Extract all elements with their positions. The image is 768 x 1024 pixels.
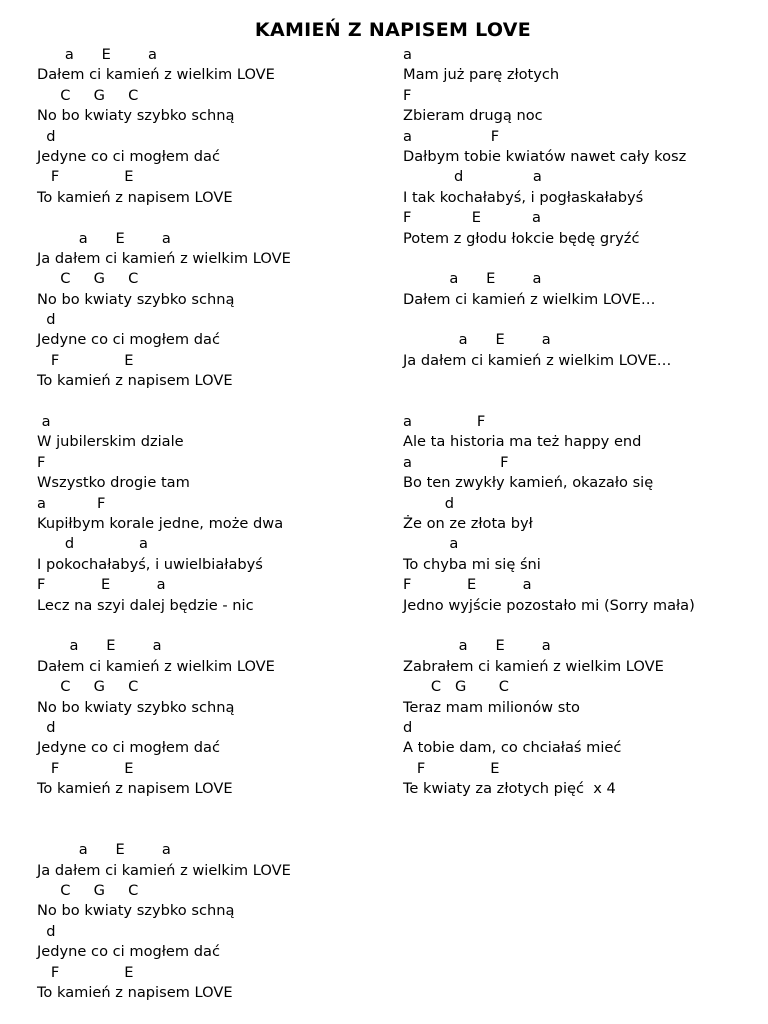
lyric-line: Dałbym tobie kwiatów nawet cały kosz bbox=[403, 147, 687, 165]
lyric-line: Dałem ci kamień z wielkim LOVE… bbox=[403, 290, 656, 308]
blank-line bbox=[37, 799, 377, 819]
lyric-line: Dałem ci kamień z wielkim LOVE bbox=[37, 657, 275, 675]
chord-line: a E a bbox=[403, 270, 542, 288]
chord-line: F E bbox=[37, 351, 134, 369]
chord-line: a bbox=[37, 413, 51, 431]
blank-line bbox=[37, 208, 377, 228]
song-title: KAMIEŃ Z NAPISEM LOVE bbox=[254, 19, 532, 41]
chord-line: a F bbox=[37, 494, 106, 512]
chord-line: F E bbox=[37, 759, 134, 777]
lyric-line: Ja dałem ci kamień z wielkim LOVE… bbox=[403, 351, 672, 369]
chord-line: C G C bbox=[37, 86, 139, 104]
chord-line: F E a bbox=[403, 576, 532, 594]
chord-line: C G C bbox=[37, 678, 139, 696]
left-lyrics-column bbox=[37, 45, 377, 1003]
lyric-line: To kamień z napisem LOVE bbox=[37, 983, 233, 1001]
lyric-line: To chyba mi się śni bbox=[403, 555, 541, 573]
lyric-line: Wszystko drogie tam bbox=[37, 474, 190, 492]
blank-line bbox=[403, 310, 733, 330]
blank-line bbox=[37, 616, 377, 636]
chord-line: d bbox=[403, 718, 413, 736]
chord-line: F E bbox=[37, 963, 134, 981]
chord-line: C G C bbox=[37, 882, 139, 900]
chord-line: d bbox=[37, 718, 56, 736]
lyric-line: Kupiłbym korale jedne, może dwa bbox=[37, 514, 284, 532]
chord-line: d bbox=[37, 311, 56, 329]
lyric-line: Lecz na szyi dalej będzie - nic bbox=[37, 596, 254, 614]
lyric-line: No bo kwiaty szybko schną bbox=[37, 290, 235, 308]
chord-line: C G C bbox=[37, 270, 139, 288]
lyric-line: No bo kwiaty szybko schną bbox=[37, 902, 235, 920]
chord-line: a F bbox=[403, 413, 486, 431]
blank-line bbox=[37, 820, 377, 840]
chord-line: a E a bbox=[37, 229, 171, 247]
lyric-line: Jedyne co ci mogłem dać bbox=[37, 331, 220, 349]
lyric-line: Dałem ci kamień z wielkim LOVE bbox=[37, 66, 275, 84]
lyric-line: Potem z głodu łokcie będę gryźć bbox=[403, 229, 640, 247]
blank-line bbox=[403, 249, 733, 269]
blank-line bbox=[403, 371, 733, 391]
chord-line: a bbox=[403, 535, 459, 553]
lyric-line: To kamień z napisem LOVE bbox=[37, 780, 233, 798]
right-lyrics-column bbox=[403, 45, 733, 799]
blank-line bbox=[403, 616, 733, 636]
chord-line: d bbox=[403, 494, 455, 512]
chord-line: a E a bbox=[37, 841, 171, 859]
chord-line: d a bbox=[403, 168, 542, 186]
chord-line: F E bbox=[403, 759, 500, 777]
chord-line: a F bbox=[403, 127, 500, 145]
blank-line bbox=[403, 392, 733, 412]
lyric-line: Jedno wyjście pozostało mi (Sorry mała) bbox=[403, 596, 695, 614]
blank-line bbox=[37, 392, 377, 412]
lyric-line: Mam już parę złotych bbox=[403, 66, 560, 84]
lyric-line: Jedyne co ci mogłem dać bbox=[37, 943, 220, 961]
chord-line: F E bbox=[37, 168, 134, 186]
lyric-line: Jedyne co ci mogłem dać bbox=[37, 147, 220, 165]
lyric-line: W jubilerskim dziale bbox=[37, 433, 184, 451]
chord-line: F E a bbox=[37, 576, 166, 594]
chord-line: a F bbox=[403, 453, 509, 471]
lyric-line: Ale ta historia ma też happy end bbox=[403, 433, 642, 451]
lyric-line: Te kwiaty za złotych pięć x 4 bbox=[403, 780, 616, 798]
lyric-line: No bo kwiaty szybko schną bbox=[37, 698, 235, 716]
chord-line: a bbox=[403, 46, 412, 63]
chord-line: F bbox=[37, 453, 46, 471]
lyric-line: Ja dałem ci kamień z wielkim LOVE bbox=[37, 861, 291, 879]
chord-line: C G C bbox=[403, 678, 509, 696]
chord-line: a E a bbox=[403, 331, 551, 349]
lyric-line: No bo kwiaty szybko schną bbox=[37, 107, 235, 125]
chord-line: F bbox=[403, 86, 412, 104]
chord-line: F E a bbox=[403, 209, 541, 227]
lyric-line: Teraz mam milionów sto bbox=[403, 698, 580, 716]
chord-line: d bbox=[37, 922, 56, 940]
chord-line: a E a bbox=[37, 637, 162, 655]
chord-line: d bbox=[37, 127, 56, 145]
lyric-line: To kamień z napisem LOVE bbox=[37, 188, 233, 206]
lyric-line: A tobie dam, co chciałaś mieć bbox=[403, 739, 622, 757]
lyric-line: I pokochałabyś, i uwielbiałabyś bbox=[37, 555, 263, 573]
lyric-line: Zbieram drugą noc bbox=[403, 107, 543, 125]
lyric-line: To kamień z napisem LOVE bbox=[37, 372, 233, 390]
lyric-line: Bo ten zwykły kamień, okazało się bbox=[403, 474, 654, 492]
chord-line: a E a bbox=[37, 46, 157, 63]
lyric-line: I tak kochałabyś, i pogłaskałabyś bbox=[403, 188, 644, 206]
chord-line: d a bbox=[37, 535, 148, 553]
chord-line: a E a bbox=[403, 637, 551, 655]
lyric-line: Zabrałem ci kamień z wielkim LOVE bbox=[403, 657, 664, 675]
lyric-line: Jedyne co ci mogłem dać bbox=[37, 739, 220, 757]
lyric-line: Że on ze złota był bbox=[403, 514, 533, 532]
lyric-line: Ja dałem ci kamień z wielkim LOVE bbox=[37, 249, 291, 267]
